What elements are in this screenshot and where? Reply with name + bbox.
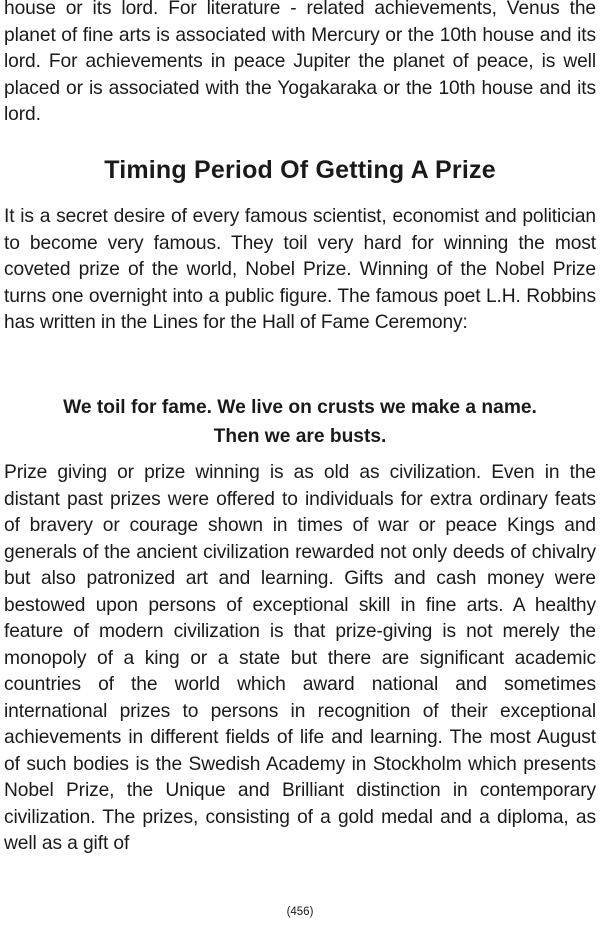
- page-number: (456): [286, 906, 314, 918]
- quote-line-2: Then we are busts.: [213, 426, 387, 447]
- intro-paragraph: house or its lord. For literature - related achievements, Venus the planet of fine arts is associated with Mercury or the 10th house and its lord. For achievements in peace Jupiter the planet of peace, is well placed or is associated with the Yogakaraka or the 10th house and its lord.: [4, 0, 596, 125]
- poem-quote: [0, 393, 600, 451]
- history-paragraph: Prize giving or prize winning is as old as civilization. Even in the distant past prizes were offered to individuals for extra ordinary feats of bravery or courage shown in times of war or peace Kings and generals of the ancient civilization rewarded not only deeds of chivalry but also patronized art and learning. Gifts and cash money were bestowed upon persons of exceptional skill in fine arts. A healthy feature of modern civilization is that prize-giving is not merely the monopoly of a king or a state but there are significant academic countries of the world which award national and sometimes international prizes to persons in recognition of their exceptional achievements in different fields of life and learning. The most August of such bodies is the Swedish Academy in Stockholm which presents Nobel Prize, the Unique and Brilliant distinction in contemporary civilization. The prizes, consisting of a gold medal and a diploma, as well as a gift of: [4, 462, 596, 854]
- timing-paragraph: It is a secret desire of every famous scientist, economist and politician to become very famous. They toil very hard for winning the most coveted prize of the world, Nobel Prize. Winning of the Nobel Prize turns one overnight into a public figure. The famous poet L.H. Robbins has written in the Lines for the Hall of Fame Ceremony:: [4, 206, 596, 333]
- quote-line-1: We toil for fame. We live on crusts we make a name.: [63, 397, 537, 418]
- section-heading: Timing Period Of Getting A Prize: [104, 156, 496, 184]
